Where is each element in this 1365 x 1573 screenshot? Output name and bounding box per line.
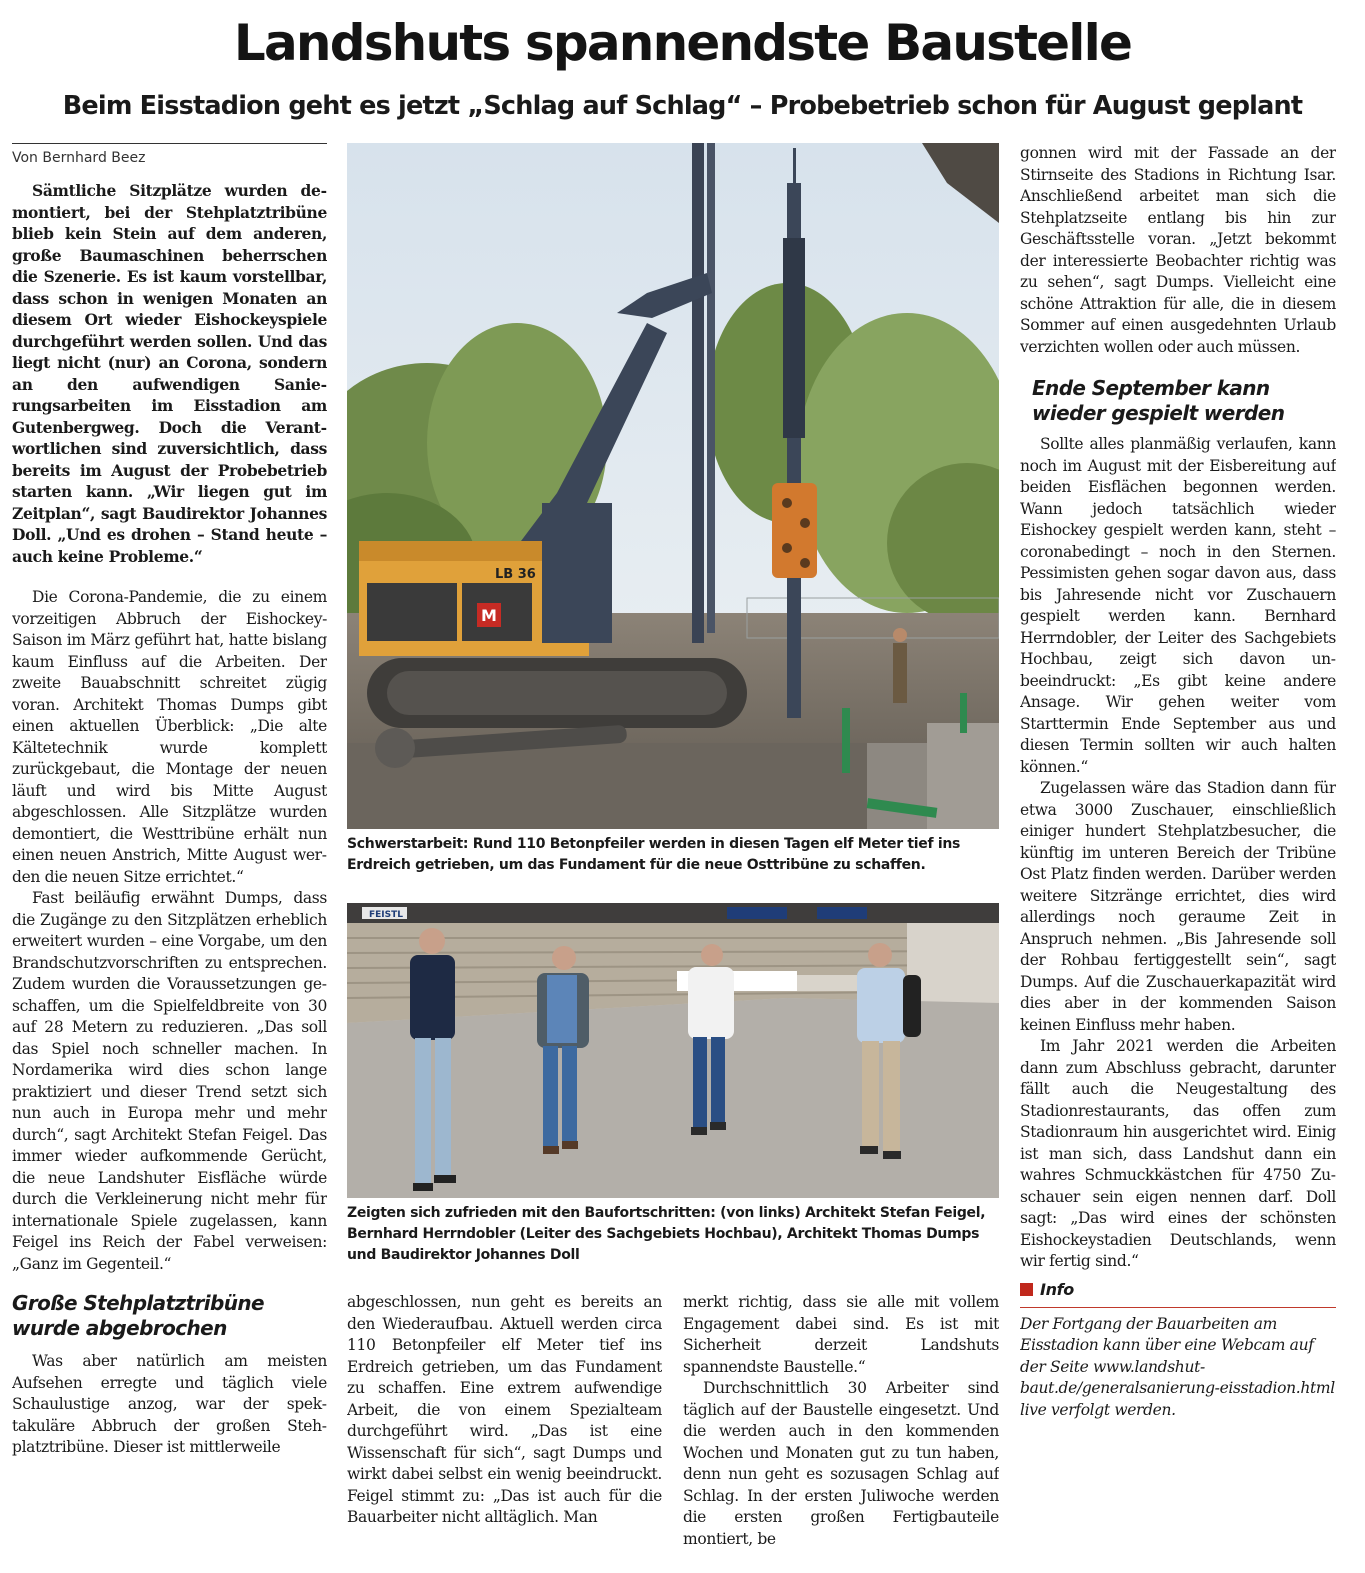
construction-photo xyxy=(347,143,999,829)
machine-label: LB 36 xyxy=(495,567,536,582)
info-rule xyxy=(1020,1307,1336,1308)
subheadline: Beim Eisstadion geht es jetzt „Schlag auf Schlag“ – Probebetrieb schon für August geplant xyxy=(62,91,1303,121)
section-heading: Ende September kann wieder gespielt werden xyxy=(1032,376,1285,425)
lead-paragraph: Sämtliche Sitzplätze wurden demontiert, bei der Stehplatztribüne blieb kein Stein auf dem anderen, große Baumaschinen beherrschen die Szenerie. Es ist kaum vorstellbar, dass schon in wenigen Monaten an diesem Ort wieder Eishockeyspiele durchgeführt werden sollen. Und das liegt nicht (nur) an Corona, sondern an den aufwendigen Sanierungsarbeiten im Eisstadion am Gutenbergweg. Doch die Verantwortlichen sind zuversichtlich, dass bereits im August der Probebetrieb starten kann. „Wir liegen gut im Zeitplan“, sagt Baudirektor Johannes Doll. „Und es drohen – Stand heute – auch keine Probleme.“ xyxy=(12,181,327,566)
stadium-photo-illustration xyxy=(347,903,999,1198)
column-4 xyxy=(1020,143,1336,1573)
stadium-banner: FEISTL xyxy=(369,910,404,920)
paragraph: Was aber natürlich am meisten Aufsehen erregte und täglich viele Schaulustige anzog, war der spektakuläre Abbruch der großen Stehplatztribüne. Dieser ist mittlerweile xyxy=(12,1352,327,1456)
byline: Von Bernhard Beez xyxy=(12,150,146,166)
paragraph: gonnen wird mit der Fassade an der Stirnseite des Stadions in Richtung Isar. Anschließend arbeitet man sich die Stehplatzseite entlang bis hin zur Geschäftsstelle voran. „Jetzt bekommt der interessierte Beobachter richtig was zu sehen“, sagt Dumps. Vielleicht eine schöne Attraktion für alle, die in diesem Sommer auf einen ausgedehnten Urlaub verzichten wollen oder auch müssen. xyxy=(1020,144,1336,356)
info-text: Der Fortgang der Bauarbeiten am Eisstadion kann über eine Webcam auf der Seite www.landshutbaut.de/generalsanierung-eisstadion.html live verfolgt werden. xyxy=(1020,1314,1335,1419)
column-1 xyxy=(12,180,327,1572)
info-label: Info xyxy=(1040,1279,1074,1299)
paragraph: Im Jahr 2021 werden die Arbeiten dann zum Abschluss gebracht, darunter fällt auch die Neugestaltung des Stadionrestaurants, das offen zum Stadionraum hin ausgerichtet wird. Einig ist man sich, dass Landshut dann ein wahres Schmuckkästchen für 4750 Zuschauer sein eigen nennen darf. Doll sagt: „Das wird eines der schönsten Eishockeystadien Deutschlands, wenn wir fertig sind.“ xyxy=(1020,1037,1336,1270)
paragraph: abgeschlossen, nun geht es bereits an den Wiederaufbau. Aktuell werden circa 110 Betonpfeiler elf Meter tief ins Erdreich getrieben, um das Fundament zu schaffen. Eine extrem aufwendige Arbeit, die von einem Spezialteam durchgeführt wird. „Das ist eine Wissenschaft für sich“, sagt Dumps und wirkt dabei selbst ein wenig beeindruckt. Feigel stimmt zu: „Das ist auch für die Bauarbeiter nicht alltäglich. Man xyxy=(347,1293,662,1526)
paragraph: merkt richtig, dass sie alle mit vollem Engagement dabei sind. Es ist mit Sicherheit derzeit Landshuts spannendste Baustelle.“ xyxy=(683,1293,999,1376)
paragraph: Zugelassen wäre das Stadion dann für etwa 3000 Zuschauer, einschließlich einiger hundert Stehplatzbesucher, die künftig im unteren Bereich der Tribüne Ost Platz finden werden. Darüber werden weitere Sitzränge errichtet, dies wird allerdings noch geraume Zeit in Anspruch nehmen. „Bis Jahresende soll der Rohbau fertiggestellt sein“, sagt Dumps. Auf die Zuschauerkapazität wird dies aber in der kommenden Saison keinen Einfluss mehr haben. xyxy=(1020,779,1336,1034)
stadium-photo xyxy=(347,903,999,1198)
info-square-icon xyxy=(1020,1283,1033,1296)
paragraph: Fast beiläufig erwähnt Dumps, dass die Zugänge zu den Sitzplätzen erheblich erweitert wurden – eine Vorgabe, um den Brandschutzvorschriften zu entsprechen. Zudem wurden die Voraussetzungen geschaffen, um die Spielfeldbreite von 30 auf 28 Metern zu reduzieren. „Das soll das Spiel noch schneller machen. In Nordamerika wird dies schon lange praktiziert und dieser Trend setzt sich nun auch in Europa mehr und mehr durch“, sagt Architekt Stefan Feigel. Das immer wieder aufkommende Gerücht, die neue Landshuter Eisfläche würde durch die Verkleinerung nicht mehr für internationale Spiele zugelassen, kann Feigel ins Reich der Fabel verweisen: „Ganz im Gegenteil.“ xyxy=(12,889,327,1273)
column-2 xyxy=(347,1292,662,1573)
column-3 xyxy=(683,1292,999,1573)
paragraph: Durchschnittlich 30 Arbeiter sind täglich auf der Baustelle eingesetzt. Und die werden auch in den kommenden Wochen und Monaten gut zu tun haben, denn nun geht es sozusagen Schlag auf Schlag. In der ersten Juliwoche werden die ersten großen Fertigbauteile montiert, be xyxy=(683,1379,999,1548)
section-heading: Große Stehplatztribüne wurde abgebrochen xyxy=(12,1291,265,1340)
photo-caption: Schwerstarbeit: Rund 110 Betonpfeiler werden in diesen Tagen elf Meter tief ins Erdreich getrieben, um das Fundament für die neue Osttribüne zu schaffen. xyxy=(347,836,961,873)
construction-photo-illustration xyxy=(347,143,999,829)
paragraph: Sollte alles planmäßig verlaufen, kann noch im August mit der Eisbereitung auf beiden Eisflächen begonnen werden. Wann jedoch tatsächlich wieder Eishockey gespielt werden kann, steht – coronabedingt – noch in den Sternen. Pessimisten gehen sogar davon aus, dass bis Jahresende nicht vor Zuschauern gespielt werden kann. Bernhard Herrndobler, der Leiter des Sachgebiets Hochbau, zeigt sich davon unbeeindruckt: „Es gibt keine andere Ansage. Wir gehen weiter vom Starttermin Ende September aus und diesen Termin sollten wir auch halten können.“ xyxy=(1020,435,1336,776)
byline-rule xyxy=(12,143,327,144)
paragraph: Die Corona-Pandemie, die zu einem vorzeitigen Abbruch der Eishockey-Saison im März geführt hat, hatte bislang kaum Einfluss auf die Arbeiten. Der zweite Bauabschnitt schreitet zügig voran. Architekt Thomas Dumps gibt einen aktuellen Überblick: „Die alte Kältetechnik wurde komplett zurückgebaut, die Montage der neuen läuft und wird bis Mitte August abgeschlossen. Alle Sitzplätze wurden demontiert, die Westtribüne erhält nun einen neuen Anstrich, Mitte August werden die neuen Sitze errichtet.“ xyxy=(12,588,327,886)
photo-caption: Zeigten sich zufrieden mit den Baufortschritten: (von links) Architekt Stefan Feigel, Bernhard Herrndobler (Leiter des Sachgebiets Hochbau), Architekt Thomas Dumps und Baudirektor Johannes Doll xyxy=(347,1205,986,1263)
machine-logo: M xyxy=(481,606,497,625)
headline: Landshuts spannendste Baustelle xyxy=(233,14,1132,72)
info-box-heading xyxy=(1020,1279,1336,1301)
